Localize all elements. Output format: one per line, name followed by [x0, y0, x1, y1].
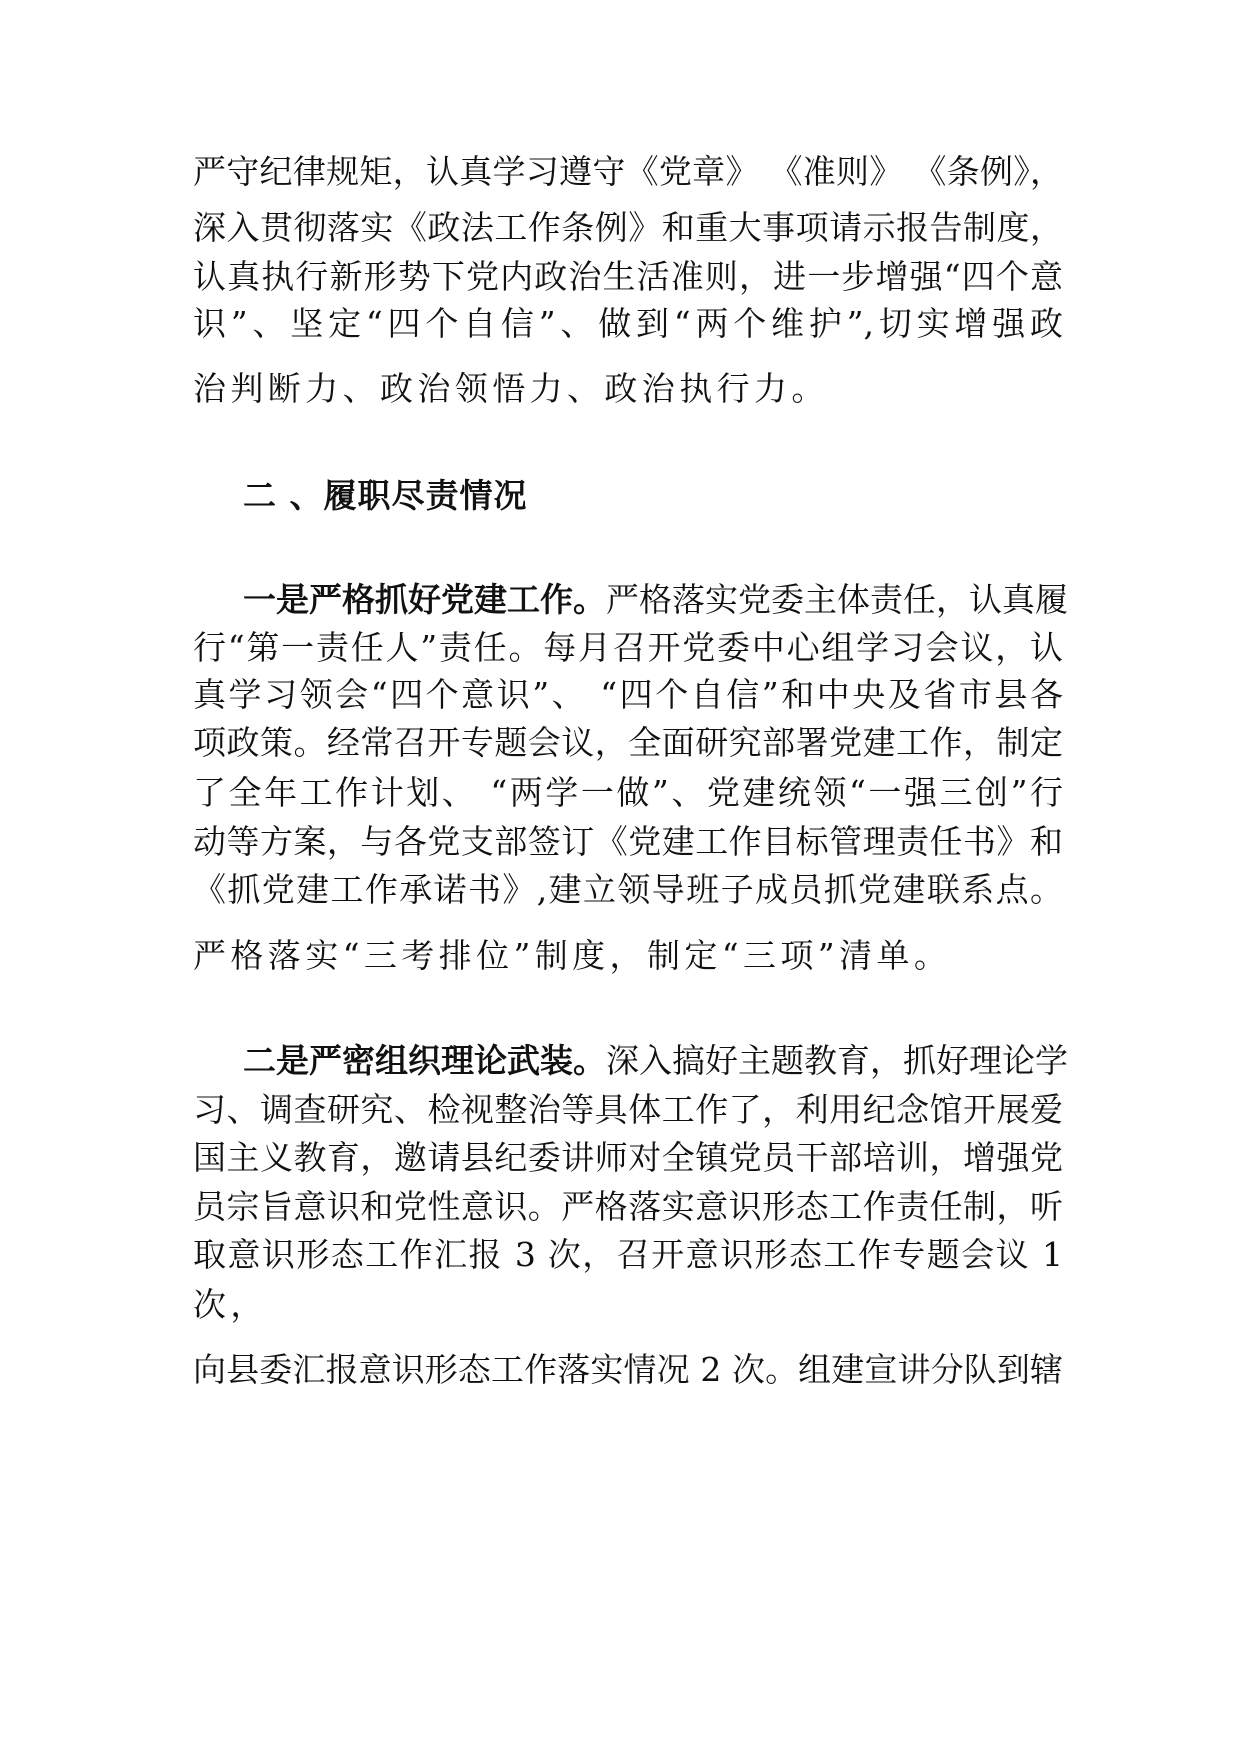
- paragraph-line: 项政策。经常召开专题会议，全面研究部署党建工作，制定: [193, 723, 1063, 762]
- section-heading: 二 、履职尽责情况: [243, 476, 528, 515]
- paragraph-line: 次，: [193, 1285, 268, 1324]
- paragraph-line: 了全年工作计划、 “两学一做”、党建统领“一强三创”行: [193, 773, 1063, 812]
- paragraph-line: 《抓党建工作承诺书》,建立领导班子成员抓党建联系点。: [193, 870, 1063, 909]
- item-lead: 一是严格抓好党建工作。: [243, 580, 606, 619]
- paragraph-line: 向县委汇报意识形态工作落实情况 2 次。组建宣讲分队到辖: [193, 1350, 1063, 1389]
- paragraph-line: 深入贯彻落实《政法工作条例》和重大事项请示报告制度，: [193, 208, 1063, 247]
- paragraph-line: 严守纪律规矩，认真学习遵守《党章》 《准则》 《条例》，: [193, 152, 1063, 191]
- paragraph-line: 真学习领会“四个意识”、 “四个自信”和中央及省市县各: [193, 675, 1063, 714]
- paragraph-first-line: [243, 1039, 1068, 1083]
- paragraph-line: 国主义教育，邀请县纪委讲师对全镇党员干部培训，增强党: [193, 1138, 1063, 1177]
- paragraph-line: 员宗旨意识和党性意识。严格落实意识形态工作责任制，听: [193, 1187, 1063, 1226]
- paragraph-line: 认真执行新形势下党内政治生活准则，进一步增强“四个意: [193, 257, 1063, 296]
- paragraph-line: 动等方案，与各党支部签订《党建工作目标管理责任书》和: [193, 822, 1063, 861]
- paragraph-line: 治判断力、政治领悟力、政治执行力。: [193, 369, 829, 408]
- paragraph-line: 习、调查研究、检视整治等具体工作了，利用纪念馆开展爱: [193, 1090, 1063, 1129]
- paragraph-line: 取意识形态工作汇报 3 次，召开意识形态工作专题会议 1: [193, 1235, 1063, 1274]
- paragraph-first-line: [243, 578, 1068, 622]
- paragraph-line: 识”、坚定“四个自信”、做到“两个维护”,切实增强政: [193, 304, 1063, 343]
- paragraph-line: 严格落实“三考排位”制度，制定“三项”清单。: [193, 936, 952, 975]
- item-lead-rest: 严格落实党委主体责任，认真履: [606, 580, 1068, 619]
- item-lead: 二是严密组织理论武装。: [243, 1041, 606, 1080]
- item-lead-rest: 深入搞好主题教育，抓好理论学: [606, 1041, 1068, 1080]
- paragraph-line: 行“第一责任人”责任。每月召开党委中心组学习会议，认: [193, 628, 1063, 667]
